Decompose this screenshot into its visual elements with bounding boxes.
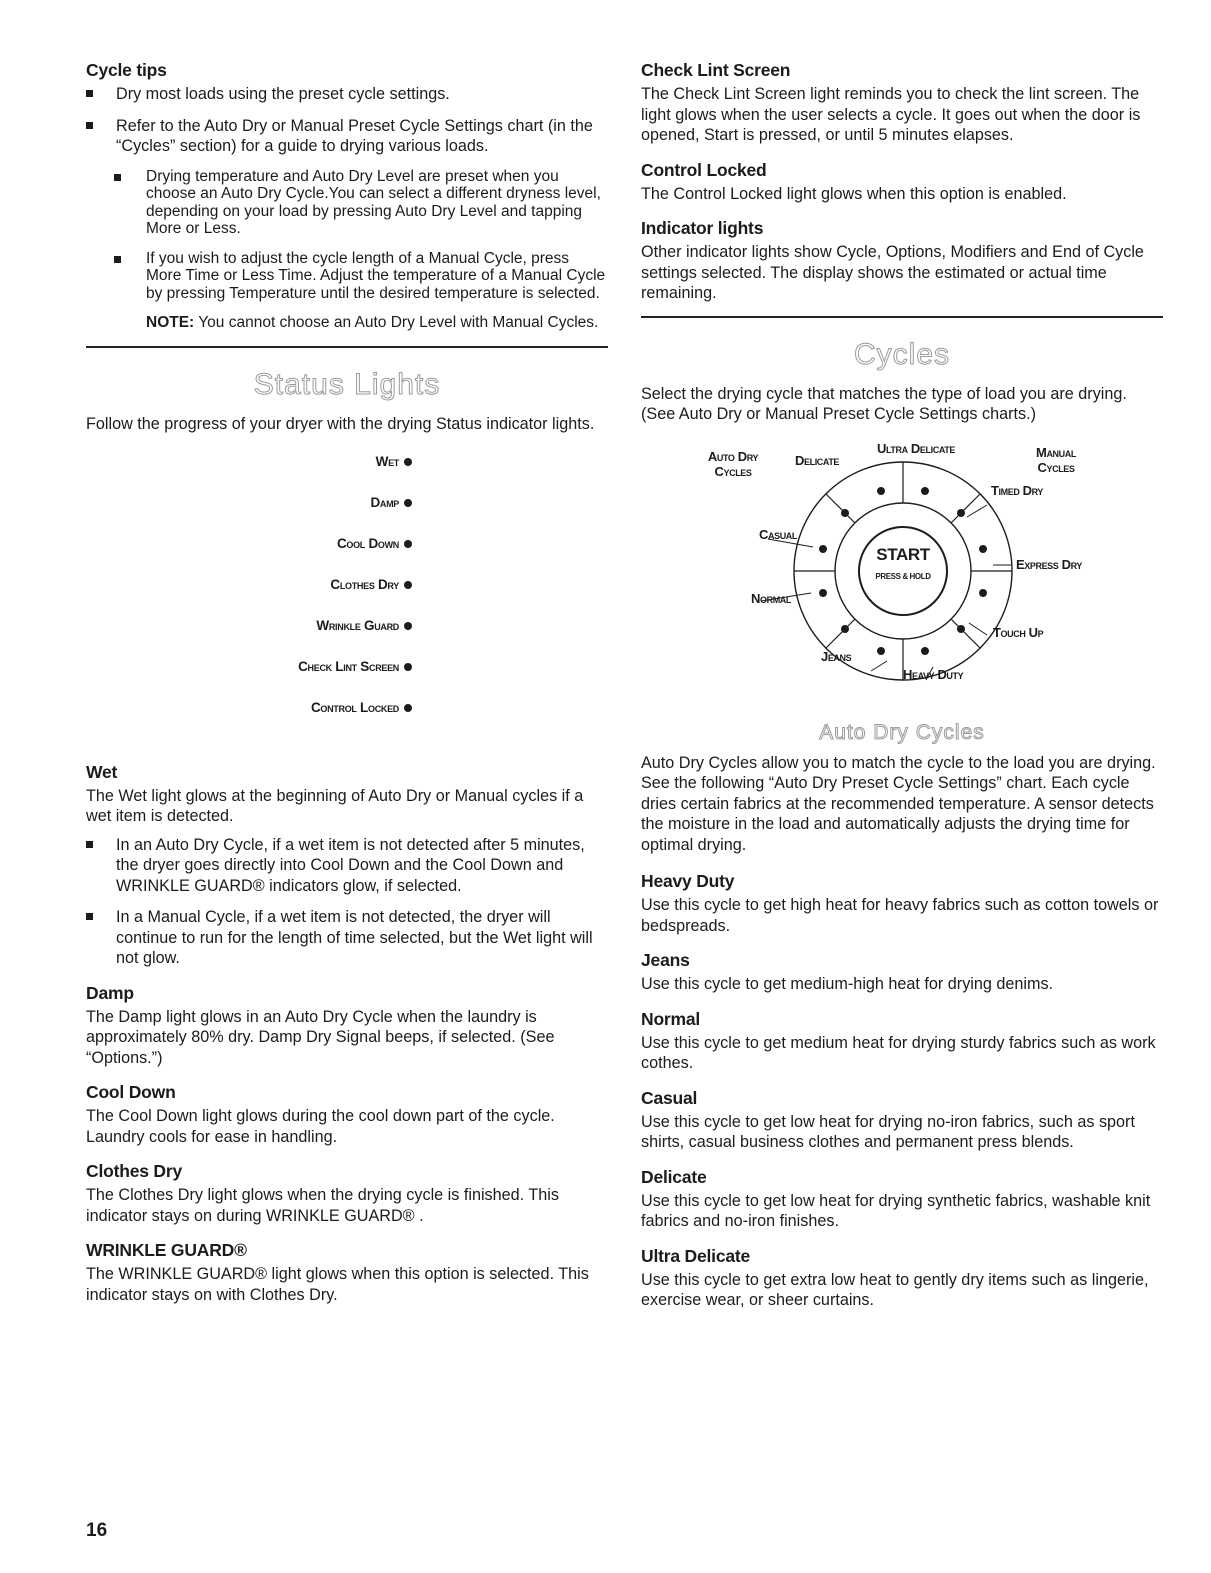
check-lint-title: Check Lint Screen: [641, 60, 791, 80]
status-indicator-label: Damp: [370, 494, 399, 510]
dial-label-text: Cycles: [714, 463, 752, 479]
dial-press-hold-label: PRESS & HOLD: [875, 571, 931, 581]
cycle-tips-note: [146, 314, 608, 332]
list-item: If you wish to adjust the cycle length of a Manual Cycle, press More Time or Less Time. Adjust the temperature of a Manual Cycle by pressing Temperature until the desired temperature is selected.: [114, 250, 608, 303]
clothes-dry-text: The Clothes Dry light glows when the drying cycle is finished. This indicator stays on during WRINKLE GUARD® .: [86, 1186, 559, 1225]
status-indicator-damp: [86, 494, 608, 535]
cycle-dial-diagram: [641, 439, 1163, 711]
delicate-section: [641, 1167, 1163, 1232]
status-indicator-wrinkle-guard: [86, 617, 608, 658]
delicate-text: Use this cycle to get low heat for drying synthetic fabrics, washable knit fabrics and no-iron finishes.: [641, 1191, 1151, 1230]
delicate-title: Delicate: [641, 1166, 707, 1187]
list-item: Refer to the Auto Dry or Manual Preset Cycle Settings chart (in the “Cycles” section) for a guide to drying various loads.: [86, 116, 608, 157]
cool-down-section: [86, 1082, 608, 1147]
status-indicator-label: Check Lint Screen: [298, 658, 399, 674]
indicator-light-icon: [404, 622, 412, 630]
indicator-lights-text: Other indicator lights show Cycle, Options, Modifiers and End of Cycle settings selected. The display shows the estimated or actual time remaining.: [641, 243, 1144, 302]
damp-section: [86, 983, 608, 1069]
indicator-light-icon: [404, 704, 412, 712]
jeans-section: [641, 950, 1163, 995]
damp-text: The Damp light glows in an Auto Dry Cycle when the laundry is approximately 80% dry. Damp Dry Signal beeps, if selected. (See “Options.”): [86, 1007, 555, 1067]
dial-label-text: Manual: [1036, 444, 1076, 460]
indicator-lights-section: [641, 218, 1163, 304]
dial-label-delicate: Delicate: [795, 452, 840, 468]
control-locked-text: The Control Locked light glows when this option is enabled.: [641, 184, 1067, 203]
cycle-tips-title: Cycle tips: [86, 60, 167, 80]
dial-label-timed-dry: Timed Dry: [991, 482, 1044, 498]
ultra-delicate-title: Ultra Delicate: [641, 1245, 751, 1266]
list-item: Drying temperature and Auto Dry Level are preset when you choose an Auto Dry Cycle.You can select a different dryness level, depending on your load by pressing Auto Dry Level and tapping More or Less.: [114, 168, 608, 238]
heavy-duty-section: [641, 871, 1163, 936]
indicator-light-icon: [404, 540, 412, 548]
ultra-delicate-text: Use this cycle to get extra low heat to gently dry items such as lingerie, exercise wear, or sheer curtains.: [641, 1270, 1149, 1309]
ultra-delicate-section: [641, 1246, 1163, 1311]
casual-section: [641, 1088, 1163, 1153]
wet-text: The Wet light glows at the beginning of Auto Dry or Manual cycles if a wet item is detected.: [86, 786, 584, 825]
dial-label-manual-cycles: [1021, 445, 1091, 475]
dial-label-auto-dry-cycles: [693, 449, 773, 479]
wrinkle-guard-text: The WRINKLE GUARD® light glows when this option is selected. This indicator stays on with Clothes Dry.: [86, 1265, 589, 1304]
status-indicator-wet: [86, 453, 608, 494]
auto-dry-cycles-heading: Auto Dry Cycles: [819, 720, 985, 744]
indicator-light-icon: [404, 499, 412, 507]
jeans-title: Jeans: [641, 950, 690, 970]
normal-section: [641, 1009, 1163, 1074]
clothes-dry-section: [86, 1161, 608, 1226]
cycles-heading: Cycles: [853, 337, 950, 371]
wet-title: Wet: [86, 761, 118, 782]
divider: [86, 346, 608, 348]
cycle-tips-sublist: [114, 168, 608, 303]
status-indicator-control-locked: [86, 699, 608, 740]
heavy-duty-title: Heavy Duty: [641, 871, 735, 891]
list-item: Dry most loads using the preset cycle settings.: [86, 84, 608, 105]
dial-label-express-dry: Express Dry: [1016, 556, 1082, 572]
dial-label-ultra-delicate: Ultra Delicate: [877, 440, 955, 456]
wet-section: [86, 762, 608, 969]
cycle-tips-section: [86, 60, 608, 332]
clothes-dry-title: Clothes Dry: [86, 1161, 183, 1181]
left-column: [86, 60, 608, 1319]
dial-label-text: Auto Dry: [707, 448, 759, 464]
control-locked-section: [641, 160, 1163, 205]
normal-title: Normal: [641, 1008, 701, 1029]
status-indicator-label: Clothes Dry: [330, 576, 399, 592]
check-lint-section: [641, 60, 1163, 146]
dial-label-normal: Normal: [751, 590, 791, 606]
status-indicator-label: Wrinkle Guard: [316, 617, 399, 633]
dial-label-touch-up: Touch Up: [993, 624, 1044, 640]
dial-start-label: START: [876, 544, 930, 564]
indicator-light-icon: [404, 663, 412, 671]
right-column: [641, 60, 1163, 1325]
indicator-light-icon: [404, 458, 412, 466]
casual-text: Use this cycle to get low heat for drying no-iron fabrics, such as sport shirts, casual business clothes and permanent press blends.: [641, 1112, 1135, 1151]
damp-title: Damp: [86, 982, 134, 1003]
dial-label-jeans: Jeans: [821, 648, 852, 664]
status-indicator-cool-down: [86, 535, 608, 576]
cycle-tips-list: [86, 84, 608, 157]
normal-text: Use this cycle to get medium heat for drying sturdy fabrics such as work cothes.: [641, 1033, 1156, 1072]
jeans-text: Use this cycle to get medium-high heat for drying denims.: [641, 975, 1054, 993]
divider: [641, 316, 1163, 318]
indicator-lights-title: Indicator lights: [641, 218, 764, 238]
dial-label-casual: Casual: [759, 526, 797, 542]
list-item: In a Manual Cycle, if a wet item is not detected, the dryer will continue to run for the length of time selected, but the Wet light will not glow.: [86, 907, 608, 969]
status-indicator-label: Wet: [375, 453, 399, 469]
status-indicator-check-lint-screen: [86, 658, 608, 699]
indicator-light-icon: [404, 581, 412, 589]
status-indicator-clothes-dry: [86, 576, 608, 617]
check-lint-text: The Check Lint Screen light reminds you to check the lint screen. The light glows when the user selects a cycle. It goes out when the door is opened, Start is pressed, or until 5 minutes elapses.: [641, 85, 1141, 144]
note-label: NOTE:: [146, 314, 195, 331]
wrinkle-guard-section: [86, 1240, 608, 1305]
wrinkle-guard-title: WRINKLE GUARD®: [86, 1240, 247, 1260]
heavy-duty-text: Use this cycle to get high heat for heavy fabrics such as cotton towels or bedspreads.: [641, 896, 1159, 935]
status-indicator-label: Control Locked: [310, 699, 399, 715]
status-lights-heading: Status Lights: [253, 368, 441, 401]
status-lights-intro: Follow the progress of your dryer with the drying Status indicator lights.: [86, 415, 595, 433]
note-text: You cannot choose an Auto Dry Level with Manual Cycles.: [194, 314, 599, 331]
cool-down-text: The Cool Down light glows during the cool down part of the cycle. Laundry cools for ease in handling.: [86, 1107, 555, 1146]
cool-down-title: Cool Down: [86, 1082, 176, 1102]
page-number: 16: [86, 1520, 108, 1541]
control-locked-title: Control Locked: [641, 159, 767, 180]
auto-dry-cycles-intro: Auto Dry Cycles allow you to match the cycle to the load you are drying. See the following “Auto Dry Preset Cycle Settings” chart. Each cycle dries certain fabrics at the recommended temperature. A sensor detects the moisture in the load and automatically adjusts the drying time for optimal drying.: [641, 753, 1156, 854]
status-indicator-list: [86, 453, 608, 740]
dial-label-text: Cycles: [1037, 459, 1075, 475]
casual-title: Casual: [641, 1087, 698, 1108]
status-indicator-label: Cool Down: [336, 535, 399, 551]
wet-list: [86, 835, 608, 969]
dial-label-heavy-duty: Heavy Duty: [903, 666, 964, 682]
cycles-intro: Select the drying cycle that matches the type of load you are drying. (See Auto Dry or Manual Preset Cycle Settings charts.): [641, 384, 1127, 423]
list-item: In an Auto Dry Cycle, if a wet item is not detected after 5 minutes, the dryer goes directly into Cool Down and the Cool Down and WRINKLE GUARD® indicators glow, if selected.: [86, 835, 608, 897]
